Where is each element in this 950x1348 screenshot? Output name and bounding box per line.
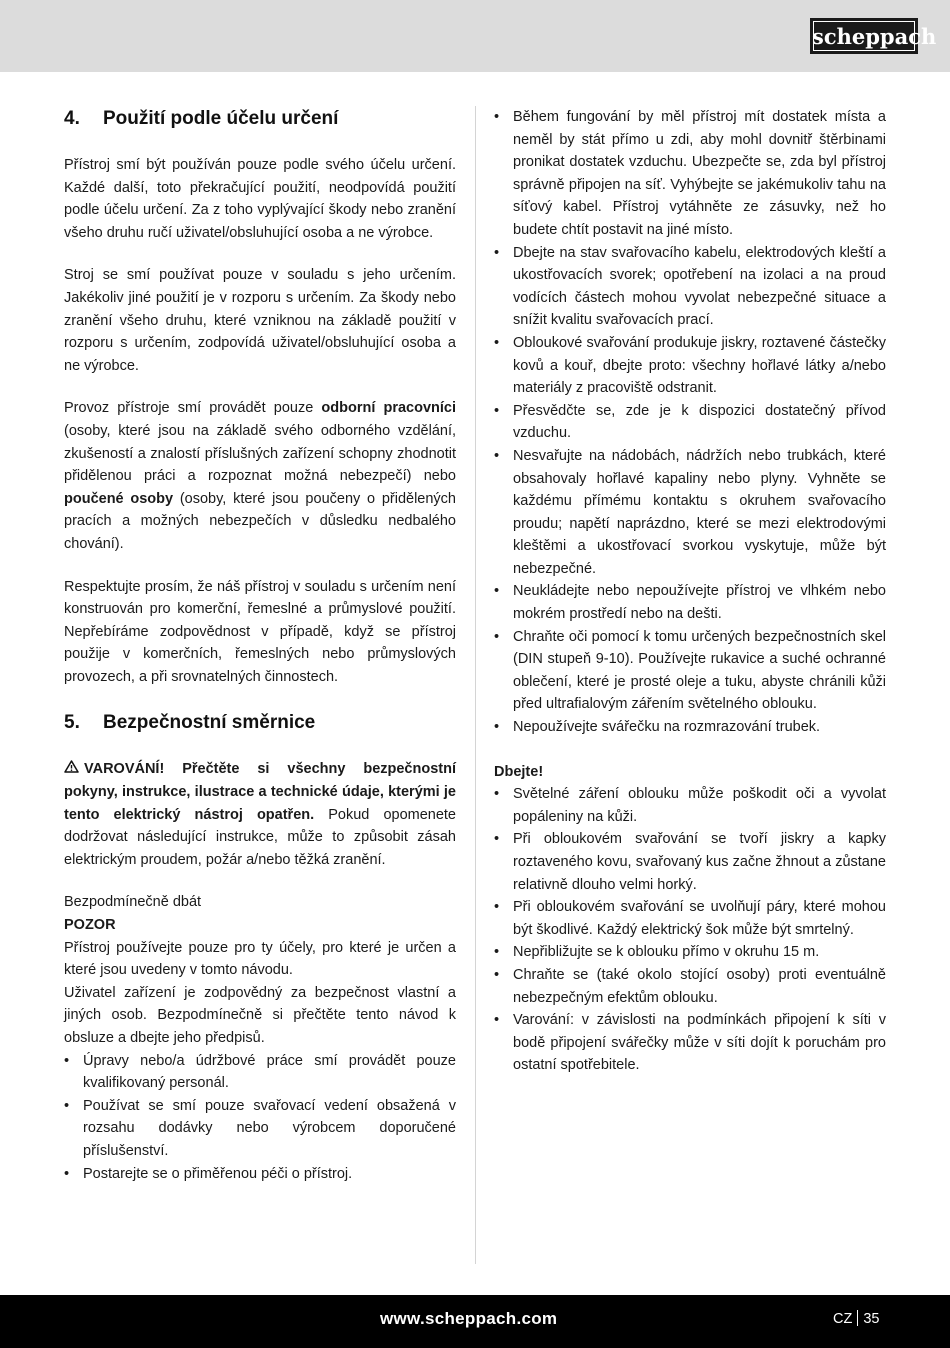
p3-text-c: (osoby, které jsou na základě svého odborného vzdělání, zkušeností a znalostí příslušných zařízení schopny zhodnotit přidělenou práci a rozpoznat možná nebezpečí) nebo — [64, 422, 456, 485]
caution-label — [64, 914, 456, 937]
p3-bold-specialists: odborní pracovníci — [321, 400, 456, 417]
intended-use-paragraph-1: Přístroj smí být používán pouze podle svého účelu určení. Každé další, toto překračující použití, neodpovídá použití podle účelu určení. Za z toho vyplývající škody nebo zranění všeho druhu ručí uživatel/obsluhující osoba a ne výrobce. — [64, 157, 456, 241]
section-5-heading — [64, 710, 456, 736]
list-item: • Nepřibližujte se k oblouku přímo v okruhu 15 m. — [494, 941, 886, 964]
list-item: • Obloukové svařování produkuje jiskry, roztavené částečky kovů a kouř, dbejte proto: všechny hořlavé látky a/nebo materiály z pracoviště odstranit. — [494, 332, 886, 400]
note-heading — [494, 761, 886, 784]
must-observe-label: Bezpodmínečně dbát — [64, 894, 202, 911]
section-4-heading — [64, 106, 456, 132]
brand-logo: scheppach — [810, 18, 918, 54]
note-heading-text: Dbejte! — [494, 763, 544, 780]
warning-rest-text: Pokud opomenete dodržovat následující instrukce, může to způsobit zásah elektrickým proudem, požár a/nebo těžká zranění. — [64, 806, 456, 868]
list-item: • Nepoužívejte svářečku na rozmrazování trubek. — [494, 716, 886, 739]
page-header — [0, 0, 950, 72]
warning-bold-text: VAROVÁNÍ! Přečtěte si všechny bezpečnostní pokyny, instrukce, ilustrace a technické údaje, kterými je tento elektrický nástroj opatřen. — [64, 761, 456, 823]
list-item: • Dbejte na stav svařovacího kabelu, elektrodových kleští a ukostřovacích svorek; opotřebení na izolaci a na proud vodících částech mohou vyvolat nebezpečné situace a snížit kvalitu svařovacích prací. — [494, 242, 886, 332]
page-number-value: 35 — [863, 1311, 880, 1327]
list-item: • Chraňte oči pomocí k tomu určených bezpečnostních skel (DIN stupeň 9-10). Používejte rukavice a suché ochranné oblečení, které je prosté oleje a tuku, abyste chránili kůži před ultrafialovým zářením světelného oblouku. — [494, 626, 886, 716]
list-item: • Během fungování by měl přístroj mít dostatek místa a neměl by stát přímo u zdi, aby mohl dovnitř štěrbinami pronikat dostatek vzduchu. Ubezpečte se, zda byl přístroj správně připojen na síť. Vyhýbejte se jakémukoliv tahu na síťový kabel. Přístroj vytáhněte ze zásuvky, než ho budete chtít postavit na jiné místo. — [494, 106, 886, 242]
section-5-number: 5. — [64, 712, 80, 734]
footer-separator — [857, 1310, 858, 1326]
right-bullet-list-1 — [494, 106, 886, 739]
p3-text-e: (osoby, které jsou poučeny o přidělených pracích a možných nebezpečích v důsledku nedbalého chování). — [64, 490, 456, 552]
right-column — [494, 106, 886, 1077]
intended-use-paragraph-3 — [64, 397, 456, 555]
list-item: • Neukládejte nebo nepoužívejte přístroj ve vlhkém nebo mokrém prostředí nebo na dešti. — [494, 580, 886, 625]
list-item: • Úpravy nebo/a údržbové práce smí provádět pouze kvalifikovaný personál. — [64, 1050, 456, 1095]
p3-text-a: Provoz přístroje smí provádět pouze — [64, 400, 322, 417]
caution-text: POZOR — [64, 917, 116, 934]
right-bullet-list-2 — [494, 783, 886, 1077]
p3-bold-instructed: poučené osoby — [64, 490, 174, 507]
website-link[interactable]: www.scheppach.com — [380, 1309, 558, 1328]
section-4-number: 4. — [64, 108, 80, 129]
list-item: • Nesvařujte na nádobách, nádržích nebo trubkách, které obsahovaly hořlavé kapaliny nebo plyny. Vyhněte se každému přímému kontaktu s okruhem svařovacího proudu; napětí naprázdno, které se mezi elektrodovými kleštěmi a ukostřovací svorkou vyskytuje, může být nebezpečné. — [494, 445, 886, 581]
list-item: • Varování: v závislosti na podmínkách připojení k síti v bodě připojení svářečky může v síti dojít k poruchám pro ostatní spotřebitele. — [494, 1009, 886, 1077]
section-4-title: Použití podle účelu určení — [103, 108, 339, 129]
page-footer — [0, 1295, 950, 1348]
use-paragraph: Přístroj používejte pouze pro ty účely, pro které je určen a které jsou uvedeny v tomto návodu. — [64, 939, 456, 979]
warning-triangle-icon — [64, 758, 80, 781]
warning-paragraph — [64, 758, 456, 871]
left-column — [64, 106, 456, 1185]
column-divider — [475, 106, 476, 1264]
list-item: • Světelné záření oblouku může poškodit oči a vyvolat popáleniny na kůži. — [494, 783, 886, 828]
list-item: • Používat se smí pouze svařovací vedení obsažená v rozsahu dodávky nebo výrobcem doporučené příslušenství. — [64, 1095, 456, 1163]
user-responsibility-paragraph: Uživatel zařízení je zodpovědný za bezpečnost vlastní a jiných osob. Bezpodmínečně si přečtěte tento návod k obsluze a dbejte jeho předpisů. — [64, 984, 456, 1046]
list-item: • Chraňte se (také okolo stojící osoby) proti eventuálně nebezpečným efektům oblouku. — [494, 964, 886, 1009]
left-bullet-list — [64, 1050, 456, 1186]
list-item: • Při obloukovém svařování se tvoří jiskry a kapky roztaveného kovu, svařovaný kus začne žhnout a zůstane relativně dlouho velmi horký. — [494, 828, 886, 896]
list-item: • Postarejte se o přiměřenou péči o přístroj. — [64, 1163, 456, 1186]
list-item: • Přesvědčte se, zde je k dispozici dostatečný přívod vzduchu. — [494, 400, 886, 445]
intended-use-paragraph-2: Stroj se smí používat pouze v souladu s jeho určením. Jakékoliv jiné použití je v rozporu s určením. Za škody nebo zranění všeho druhu, které vzniknou na základě použití v rozporu s určením, zodpovídá uživatel/obsluhující osoba a ne výrobce. — [64, 267, 456, 374]
language-code: CZ — [833, 1311, 853, 1327]
section-5-title: Bezpečnostní směrnice — [103, 712, 316, 734]
page-number — [833, 1310, 879, 1327]
list-item: • Při obloukovém svařování se uvolňují páry, které mohou být škodlivé. Každý elektrický šok může být smrtelný. — [494, 896, 886, 941]
intended-use-paragraph-4: Respektujte prosím, že náš přístroj v souladu s určením není konstruován pro komerční, řemeslné a průmyslové použití. Nepřebíráme zodpovědnost v případě, když se přístroj použije v komerčních, řemeslných nebo průmyslových provozech, a při srovnatelných činnostech. — [64, 578, 456, 685]
